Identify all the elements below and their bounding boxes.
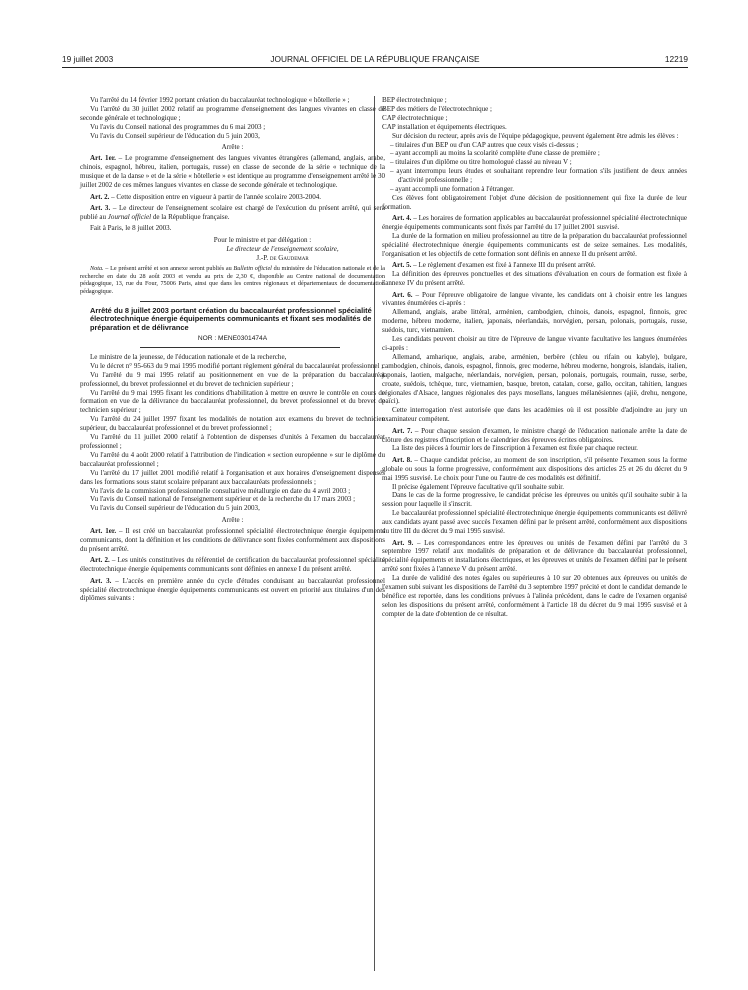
paragraph: Vu l'avis de la commission professionnelle consultative métallurgie en date du 4 avril 2003 ; [90, 486, 351, 495]
article-label: Art. 9. [392, 538, 414, 547]
article-text: – Les correspondances entre les épreuves ou unités de l'examen défini par l'arrêté du 3 septembre 1997 relatif aux modalités de préparation et de délivrance du baccalauréat professionnel, spécialité équipements et installations électriques, et les épreuves et unités de l'examen défini par le présent arrêté sont fixées à l'annexe V du présent arrêté. [382, 538, 687, 574]
fait-a-paris: Fait à Paris, le 8 juillet 2003. [90, 224, 172, 233]
paragraph: La définition des épreuves ponctuelles et des situations d'évaluation en cours de formation est fixée à l'annexe IV du présent arrêté. [382, 270, 687, 288]
article-9 [382, 539, 687, 575]
paragraph: Sur décision du recteur, après avis de l'équipe pédagogique, peuvent également être admis les élèves : [392, 131, 679, 140]
article-7 [382, 427, 687, 445]
paragraph: Vu l'arrêté du 4 août 2000 relatif à l'attribution de l'indication « section européenne » sur le diplôme du baccalauréat professionnel ; [80, 450, 385, 468]
article-label: Art. 7. [392, 426, 413, 435]
journal-officiel-ref: Journal officiel [107, 212, 152, 221]
article-5 [382, 261, 687, 270]
paragraph: La durée de validité des notes égales ou supérieures à 10 sur 20 obtenues aux épreuves ou unités de l'examen subi suivant les dispositions de l'arrêté du 3 septembre 1997 précité et dont le candidat demande le bénéfice est reportée, dans les conditions prévues à l'alinéa précédent, dans le cadre de l'examen organisé selon les dispositions du présent arrêté, conformément à l'article 18 du décret du 9 mai 1995 susvisé et à compter de la date d'obtention de ce résultat. [382, 574, 687, 618]
nota-label: Nota. [90, 264, 104, 272]
decree-title: Arrêté du 8 juillet 2003 portant création du baccalauréat professionnel spécialité électrotechnique énergie équipements communicants et fixant ses modalités de préparation et de délivrance [90, 305, 372, 332]
article-text: – Le règlement d'examen est fixé à l'annexe III du présent arrêté. [411, 261, 596, 270]
paragraph: Le ministre de la jeunesse, de l'éducation nationale et de la recherche, [90, 352, 287, 361]
article-label: Art. 2. [90, 556, 110, 565]
divider [140, 347, 340, 348]
paragraph: Vu l'arrêté du 9 mai 1995 fixant les conditions d'habilitation à mettre en œuvre le contrôle en cours de formation en vue de la délivrance du baccalauréat professionnel, du brevet professionnel et du brevet de technicien supérieur ; [80, 388, 385, 415]
nota-text: – Le présent arrêté et son annexe seront publiés au [103, 264, 234, 272]
article-text: – Les horaires de formation applicables au baccalauréat professionnel spécialité électrotechnique énergie équipements communicants sont fixés par l'arrêté du 17 juillet 2001 susvisé. [382, 214, 687, 232]
paragraph: Vu l'avis du Conseil supérieur de l'éducation du 5 juin 2003, [90, 131, 260, 140]
article-text: – Pour chaque session d'examen, le ministre chargé de l'éducation nationale arrête la date de clôture des registres d'inscription et le calendrier des épreuves écrites obligatoires. [382, 426, 688, 444]
paragraph: Il précise également l'épreuve facultative qu'il souhaite subir. [392, 482, 564, 491]
article-label: Art. 1er. [90, 527, 117, 536]
diploma-item: BEP des métiers de l'électrotechnique ; [382, 104, 493, 113]
paragraph: Allemand, anglais, arabe littéral, arménien, cambodgien, chinois, danois, espagnol, finnois, grec moderne, hébreu moderne, italien, japonais, néerlandais, norvégien, persan, polonais, portugais, russe, suédois, turc, vietnamien. [382, 308, 687, 335]
paragraph: Vu l'avis du Conseil national de l'enseignement supérieur et de la recherche du 17 mars 2003 ; [90, 495, 356, 504]
header-journal-title: JOURNAL OFFICIEL DE LA RÉPUBLIQUE FRANÇAISE [270, 54, 480, 64]
paragraph: Cette interrogation n'est autorisée que dans les académies où il est possible d'adjoindre au jury un examinateur compétent. [382, 406, 687, 424]
divider [140, 301, 340, 302]
article-text: de la République française. [151, 212, 230, 221]
paragraph: La durée de la formation en milieu professionnel au titre de la préparation du baccalauréat professionnel spécialité électrotechnique énergie équipements communicants est de seize semaines. Les modalités, l'organisation et les objectifs de cette formation sont définis en annexe II du présent arrêté. [382, 232, 687, 258]
nota-note [80, 265, 385, 296]
signature-name: J.-P. de Gaudemar [256, 253, 309, 262]
article-label: Art. 8. [392, 455, 412, 464]
arrete-heading: Arrête : [221, 143, 244, 152]
paragraph: Le baccalauréat professionnel spécialité électrotechnique énergie équipements communicants est délivré aux candidats ayant passé avec succès l'examen défini par le présent arrêté, conformément aux dispositions du titre III du décret du 9 mai 1995 susvisé. [382, 509, 687, 536]
paragraph: Ces élèves font obligatoirement l'objet d'une décision de positionnement qui fixe la durée de leur formation. [382, 193, 687, 211]
list-item: – ayant accompli au moins la scolarité complète d'une classe de première ; [390, 149, 600, 158]
article-text: – Chaque candidat précise, au moment de son inscription, s'il présente l'examen sous la forme globale ou sous la forme progressive, conformément aux dispositions des articles 25 et 26 du décret du 9 mai 1995 susvisé. Le choix pour l'une ou l'autre de ces modalités est définitif. [382, 455, 687, 482]
article-label: Art. 5. [392, 261, 412, 270]
bulletin-officiel-ref: Bulletin officiel [233, 264, 272, 272]
eligibility-list [382, 141, 687, 194]
article-text: – Les unités constitutives du référentiel de certification du baccalauréat professionnel spécialité électrotechnique énergie équipements communicants sont définies en annexe I du présent arrêté. [80, 556, 385, 574]
article-text: – Cette disposition entre en vigueur à partir de l'année scolaire 2003-2004. [109, 192, 322, 201]
left-column [80, 96, 385, 603]
paragraph: Vu l'avis du Conseil supérieur de l'éducation du 5 juin 2003, [90, 504, 260, 513]
article-2 [80, 193, 385, 202]
article-1 [80, 154, 385, 190]
paragraph: Vu l'avis du Conseil national des programmes du 6 mai 2003 ; [90, 122, 266, 131]
article-label: Art. 1er. [90, 154, 116, 163]
article-text: – Le programme d'enseignement des langues vivantes étrangères (allemand, anglais, arabe, chinois, espagnol, hébreu, italien, portugais, russe) en classe de seconde de la série « technique de la musique et de la danse » et de la série « hôtellerie » est identique au programme d'enseignement arrêté le 30 juillet 2002 de ces mêmes langues vivantes en classe de seconde générale et technologique. [80, 154, 385, 190]
list-item: – titulaires d'un BEP ou d'un CAP autres que ceux visés ci-dessus ; [390, 140, 579, 149]
paragraph: Vu l'arrêté du 11 juillet 2000 relatif à l'obtention de dispenses d'unités à l'examen du baccalauréat professionnel ; [80, 433, 385, 450]
paragraph: Vu l'arrêté du 17 juillet 2001 modifié relatif à l'organisation et aux horaires d'enseignement dispensés dans les formations sous statut scolaire préparant aux baccalauréats professionnels ; [80, 468, 385, 486]
article-8 [382, 456, 687, 483]
list-item: – titulaires d'un diplôme ou titre homologué classé au niveau V ; [390, 158, 572, 167]
signature-title: Le directeur de l'enseignement scolaire, [226, 244, 339, 253]
article-text: – L'accès en première année du cycle d'études conduisant au baccalauréat professionnel spécialité électrotechnique énergie équipements communicants est ouvert en priorité aux titulaires d'un des diplômes suivants : [80, 576, 386, 603]
list-item: – ayant interrompu leurs études et souhaitant reprendre leur formation s'ils justifient de deux années d'activité professionnelle ; [390, 167, 687, 185]
article-3 [80, 204, 385, 222]
header-rule [62, 67, 688, 68]
paragraph: Allemand, amharique, anglais, arabe, arménien, berbère (chleu ou rifain ou kabyle), bulgare, cambodgien, chinois, danois, espagnol, finnois, grec moderne, hébreu moderne, hongrois, islandais, italien, japonais, laotien, malgache, néerlandais, norvégien, persan, polonais, portugais, roumain, russe, serbe, croate, suédois, tchèque, turc, vietnamien, basque, breton, catalan, corse, gallo, occitan, tahitien, langues régionales d'Alsace, langues régionales des pays mosellans, langues mélanésiennes (ajië, drehu, nengone, païci). [382, 352, 687, 406]
header-page-number: 12219 [664, 54, 688, 64]
paragraph: Vu l'arrêté du 24 juillet 1997 fixant les modalités de notation aux examens du brevet de technicien supérieur, du baccalauréat professionnel et du brevet professionnel ; [80, 415, 385, 433]
header-date: 19 juillet 2003 [62, 54, 114, 64]
article-text: – Le directeur de l'enseignement scolaire est chargé de l'exécution du présent arrêté, qui sera publié au [80, 203, 386, 221]
article-4 [382, 214, 687, 232]
page-header [62, 54, 688, 68]
article-label: Art. 6. [392, 290, 413, 299]
diploma-item: CAP électrotechnique ; [382, 113, 448, 122]
article-label: Art. 3. [90, 576, 112, 585]
article-label: Art. 3. [90, 203, 111, 212]
article-6 [382, 291, 687, 309]
article-2 [80, 556, 385, 574]
paragraph: Vu l'arrêté du 14 février 1992 portant création du baccalauréat technologique « hôtellerie » ; [90, 96, 350, 104]
article-label: Art. 4. [392, 214, 412, 223]
nor-reference: NOR : MENE0301474A [197, 335, 268, 342]
paragraph: Les candidats peuvent choisir au titre de l'épreuve de langue vivante facultative les langues énumérées ci-après : [382, 335, 687, 352]
article-text: – Pour l'épreuve obligatoire de langue vivante, les candidats ont à choisir entre les langues vivantes énumérées ci-après : [382, 290, 687, 308]
list-item: – ayant accompli une formation à l'étranger. [390, 185, 514, 194]
diploma-item: BEP électrotechnique ; [382, 96, 447, 104]
signature-line: Pour le ministre et par délégation : [213, 235, 312, 244]
paragraph: La liste des pièces à fournir lors de l'inscription à l'examen est fixée par chaque recteur. [392, 444, 638, 453]
right-column [382, 96, 687, 619]
article-label: Art. 2. [90, 192, 110, 201]
article-text: – Il est créé un baccalauréat professionnel spécialité électrotechnique énergie équipements communicants, dont la définition et les conditions de délivrance sont fixées conformément aux dispositions du présent arrêté. [80, 527, 385, 553]
nota-text: du ministère de l'éducation nationale et de la recherche en date du 28 août 2003 et vendu au prix de 2,30 €, disponible au Centre national de documentation pédagogique, 13, rue du Four, 75006 Paris, ainsi que dans les centres régionaux et départementaux de documentation pédagogique. [80, 264, 385, 296]
diploma-item: CAP installation et équipements électriques. [382, 122, 507, 131]
paragraph: Vu l'arrêté du 30 juillet 2002 relatif au programme d'enseignement des langues vivantes en classe de seconde générale et technologique ; [80, 104, 385, 122]
paragraph: Vu le décret n° 95-663 du 9 mai 1995 modifié portant règlement général du baccalauréat professionnel ; [90, 361, 384, 370]
arrete-heading: Arrête : [221, 515, 244, 524]
paragraph: Dans le cas de la forme progressive, le candidat précise les épreuves ou unités qu'il souhaite subir à la session pour laquelle il s'inscrit. [382, 491, 687, 509]
paragraph: Vu l'arrêté du 9 mai 1995 relatif au positionnement en vue de la préparation du baccalauréat professionnel, du brevet professionnel et du brevet de technicien supérieur ; [80, 370, 385, 388]
article-1 [80, 527, 385, 554]
article-3 [80, 577, 385, 604]
